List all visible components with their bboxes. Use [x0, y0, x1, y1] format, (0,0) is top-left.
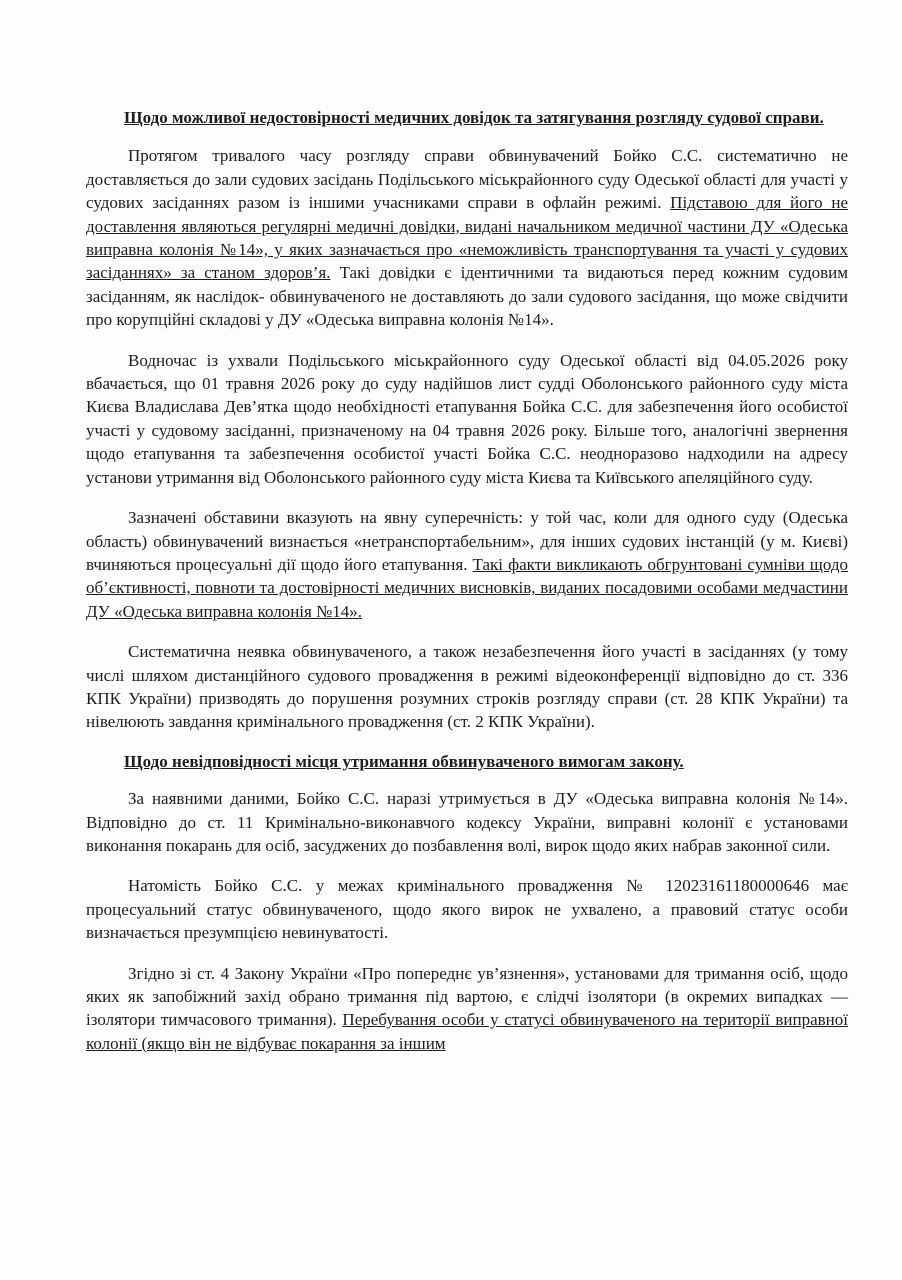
paragraph-current-detention: За наявними даними, Бойко С.С. наразі утримується в ДУ «Одеська виправна колонія №14». Відповідно до ст. 11 Кримінально-виконавчого кодексу України, виправні колонії є установами виконання покарань для осіб, засуджених до позбавлення волі, вирок щодо яких набрав законної сили.	[86, 789, 848, 855]
paragraph-text: Протягом тривалого часу розгляду справи обвинувачений Бойко С.С. систематично не доставляється до зали судових засідань Подільського міськрайонного суду Одеської області для участі у судових засіданнях разом із іншими учасниками справи в офлайн режимі.	[86, 146, 848, 213]
paragraph-contradiction	[86, 506, 848, 623]
paragraph-text: Зазначені обставини вказують на явну суперечність: у той час, коли для одного суду (Одеська область) обвинувачений визнається «нетранспортабельним», для інших судових інстанцій (у м. Києві) вчиняються процесуальні дії щодо його етапування.	[86, 508, 848, 574]
underlined-text: Перебування особи у статусі обвинуваченого на території виправної колонії (якщо він не відбуває покарання за іншим	[86, 1010, 848, 1053]
paragraph-systematic-absence: Систематична неявка обвинуваченого, а також незабезпечення його участі в засіданнях (у тому числі шляхом дистанційного судового провадження в режимі відеоконференції відповідно до ст. 336 КПК України) призводять до порушення розумних строків розгляду справи (ст. 28 КПК України) та нівелюють завдання кримінального провадження (ст. 2 КПК України).	[86, 642, 848, 732]
paragraph-pretrial-detention-law	[86, 962, 848, 1056]
paragraph-procedural-status: Натомість Бойко С.С. у межах кримінального провадження № 12023161180000646 має процесуальний статус обвинуваченого, щодо якого вирок не ухвалено, а правовий статус особи визначається презумпцією невинуватості.	[86, 876, 848, 943]
document-body	[86, 106, 848, 1055]
section-heading-medical-certificates: Щодо можливої недостовірності медичних довідок та затягування розгляду судової справи.	[124, 108, 824, 127]
underlined-text: Такі факти викликають обгрунтовані сумніви щодо об’єктивності, повноти та достовірності медичних висновків, виданих посадовими особами медчастини ДУ «Одеська виправна колонія №14».	[86, 554, 849, 621]
paragraph-text: Згідно зі ст. 4 Закону України «Про попереднє ув’язнення», установами для тримання осіб, щодо яких як запобіжний захід обрано тримання під вартою, є слідчі ізолятори (в окремих випадках — ізолятори тимчасового тримання).	[86, 963, 848, 1030]
paragraph-text: Такі довідки є ідентичними та видаються перед кожним судовим засіданням, як наслідок- обвинуваченого не доставляють до зали судового засідання, що може свідчити про корупційні складові у ДУ «Одеська виправна колонія №14».	[86, 263, 848, 330]
underlined-text: Підставою для його не доставлення являються регулярні медичні довідки, видані начальником медичної частини ДУ «Одеська виправна колонія №14», у яких зазначається про «неможливість транспортування та участі у судових засіданнях» за станом здоров’я.	[86, 193, 848, 283]
paragraph-court-ruling: Водночас із ухвали Подільського міськрайонного суду Одеської області від 04.05.2026 року вбачається, що 01 травня 2026 року до суду надійшов лист судді Оболонського районного суду міста Києва Владислава Дев’ятка щодо необхідності етапування Бойка С.С. для забезпечення його особистої участі у судовому засіданні, призначеному на 04 травня 2026 року. Більше того, аналогічні звернення щодо етапування та забезпечення особистої участі Бойка С.С. неодноразово надходили на адресу установи утримання від Оболонського районного суду міста Києва та Київського апеляційного суду.	[86, 350, 848, 487]
paragraph-delivery-failure	[86, 144, 848, 331]
section-heading-detention-place: Щодо невідповідності місця утримання обвинуваченого вимогам закону.	[124, 751, 684, 771]
